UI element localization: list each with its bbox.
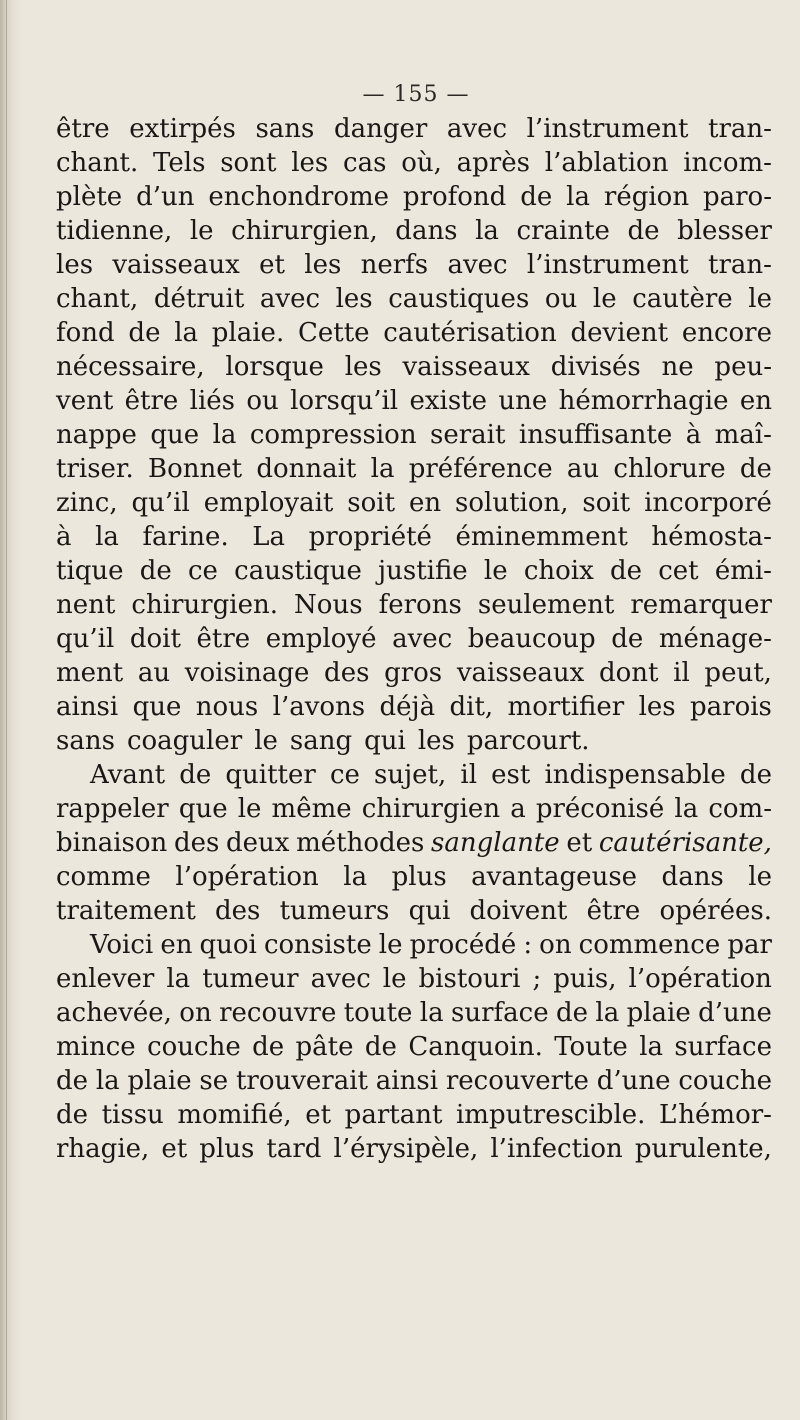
word: que [150,420,200,450]
word: avec [446,114,508,144]
word: la [95,1066,120,1096]
word: plaie [626,998,691,1028]
word: de [139,556,172,586]
word: ferons [378,590,462,620]
word: avec [447,250,508,280]
word: fond [56,318,115,348]
word: couche [678,1066,772,1096]
word: choix [523,556,594,586]
word: le [254,726,278,756]
word: commence [578,930,721,960]
word: le [592,284,617,314]
word: sang [289,726,353,756]
word: beaucoup [467,624,596,654]
word: le [748,284,772,314]
word: d’une [596,1066,671,1096]
word: comme [56,862,151,892]
text-line [56,214,772,248]
word: sont [220,148,277,178]
word: le [189,216,214,246]
word: dans [395,216,458,246]
word: gros [384,658,443,688]
word: la [595,998,620,1028]
word: de [252,1032,285,1062]
word: le [748,862,772,892]
word: la [419,998,444,1028]
word: soit [582,488,631,518]
word: voisinage [184,658,310,688]
word: parcourt. [466,726,590,756]
word: être [124,386,179,416]
word: devient [570,318,669,348]
word: tard [266,1134,322,1164]
word: Toute [554,1032,628,1062]
italic-word: cautérisante, [598,828,772,858]
word: surface [451,998,549,1028]
word: de [179,760,212,790]
word: peut, [704,658,772,688]
text-line [56,112,772,146]
word: nous [195,692,259,722]
word: solution, [455,488,569,518]
word: éminemment [455,522,628,552]
word: de [611,624,644,654]
word: dit, [449,692,494,722]
word: rhagie, [56,1134,150,1164]
text-line [56,1064,772,1098]
word: caustique [234,556,362,586]
word: compression [249,420,417,450]
word: tumeurs [279,896,390,926]
word: des [173,828,220,858]
word: couche [147,1032,241,1062]
word: tique [56,556,124,586]
word: liés [189,386,235,416]
word: recouverte [445,1066,589,1096]
word: binaison [56,828,168,858]
word: d’un [136,182,195,212]
text-line [56,486,772,520]
word: ou [246,386,279,416]
word: cet [658,556,699,586]
word: tissu [101,1100,164,1130]
word: l’instrument [526,250,689,280]
word: de [627,216,660,246]
word: serait [430,420,506,450]
text-line [56,452,772,486]
word: une [498,386,548,416]
word: être [56,114,110,144]
word: la [566,182,590,212]
word: avantageuse [471,862,638,892]
word: partant [344,1100,443,1130]
word: toute [343,998,413,1028]
word: il [460,760,478,790]
word: est [491,760,531,790]
word: nerfs [360,250,429,280]
word: purulente, [634,1134,772,1164]
word: seulement [477,590,615,620]
word: que [132,692,182,722]
word: l’opération [628,964,772,994]
word: ainsi [56,692,119,722]
text-line [56,1030,772,1064]
word: les [417,726,455,756]
word: chirurgien, [231,216,378,246]
text-line [56,316,772,350]
word: détruit [153,284,245,314]
word: plète [56,182,123,212]
word: de [609,556,642,586]
word: : [523,930,533,960]
word: mince [56,1032,136,1062]
word: être [586,896,641,926]
word: à [685,420,702,450]
text-line [56,758,772,792]
word: hémorrhagie [558,386,729,416]
word: de [128,318,161,348]
word: propriété [308,522,432,552]
word: surface [674,1032,772,1062]
word: Canquoin. [408,1032,543,1062]
text-line [56,554,772,588]
word: d’une [698,998,772,1028]
word: tran- [708,114,772,144]
word: chirurgien [361,794,501,824]
word: opérées. [659,896,772,926]
word: encore [681,318,772,348]
word: La [252,522,286,552]
word: les [56,250,94,280]
word: la [370,454,395,484]
word: coaguler [126,726,243,756]
word: ainsi [375,1066,439,1096]
word: puis, [553,964,617,994]
word: préconisé [535,794,665,824]
word: trouverait [235,1066,368,1096]
word: ment [56,658,124,688]
word: nent [56,590,116,620]
word: incorporé [644,488,772,518]
word: dont [598,658,659,688]
word: tidienne, [56,216,173,246]
word: hémosta- [651,522,772,552]
word: émi- [714,556,772,586]
word: et [305,1100,332,1130]
word: quoi [199,930,257,960]
word: ménage- [658,624,772,654]
word: chant, [56,284,139,314]
word: lorsqu’il [290,386,399,416]
word: se [199,1066,229,1096]
word: doivent [469,896,568,926]
word: bistouri [418,964,521,994]
word: plus [199,1134,255,1164]
word: Avant [90,760,166,790]
word: chirurgien. [131,590,278,620]
text-line [56,350,772,384]
word: nécessaire, [56,352,205,382]
text-line [56,928,772,962]
text-line [56,826,772,860]
word: le [382,964,407,994]
word: l’érysipèle, [333,1134,479,1164]
word: en [160,930,193,960]
word: la [174,318,199,348]
word: et [259,250,285,280]
word: recouvre [219,998,337,1028]
word: qu’il [131,488,190,518]
word: quitter [225,760,316,790]
word: employait [203,488,334,518]
word: la [639,1032,664,1062]
text-line [56,724,772,758]
word: rappeler [56,794,169,824]
word: indispensable [544,760,726,790]
word: l’opération [175,862,319,892]
italic-word: sanglante [431,828,560,858]
word: ce [187,556,218,586]
word: existe [409,386,488,416]
word: et [566,828,593,858]
word: vaisseaux [112,250,240,280]
page-number: — 155 — [362,82,470,107]
word: les [291,148,329,178]
word: de [56,1100,89,1130]
word: au [137,658,171,688]
word: ne [661,352,694,382]
word: de [520,182,553,212]
word: des [214,896,261,926]
text-line [56,894,772,928]
word: traitement [56,896,196,926]
word: par [727,930,772,960]
word: nappe [56,420,137,450]
word: le [378,930,403,960]
word: imputrescible. [455,1100,646,1130]
word: la [95,522,119,552]
word: avec [259,284,321,314]
text-line [56,418,772,452]
word: profond [402,182,507,212]
word: enchondrome [208,182,390,212]
word: les [335,284,373,314]
word: de [739,454,772,484]
word: la [212,420,237,450]
word: vent [56,386,114,416]
word: Voici [90,930,154,960]
word: plaie [127,1066,192,1096]
word: qui [364,726,406,756]
word: où, [401,148,442,178]
word: le [237,794,262,824]
text-line [56,180,772,214]
word: que [178,794,228,824]
word: tumeur [202,964,299,994]
text-line [56,962,772,996]
word: danger [333,114,428,144]
text-line [56,520,772,554]
word: des [324,658,370,688]
word: caustiques [388,284,530,314]
word: à [56,522,72,552]
word: enlever [56,964,155,994]
word: donnait [256,454,357,484]
word: lorsque [225,352,324,382]
word: il [673,658,690,688]
word: pâte [295,1032,354,1062]
word: procédé [409,930,517,960]
word: le [483,556,508,586]
word: soit [347,488,396,518]
word: plaie. [211,318,285,348]
word: deux [225,828,290,858]
page-gutter-shadow [0,0,22,1420]
body-text [56,112,772,1166]
word: com- [708,794,772,824]
text-line [56,1132,772,1166]
word: consiste [263,930,372,960]
word: cautère [632,284,733,314]
word: sans [255,114,315,144]
word: vaisseaux [456,658,585,688]
word: de [555,998,588,1028]
word: parois [690,692,772,722]
word: mortifier [507,692,625,722]
word: cas [343,148,387,178]
word: divisés [550,352,641,382]
word: employé [265,624,377,654]
word: zinc, [56,488,118,518]
word: plus [391,862,447,892]
word: dans [661,862,724,892]
word: qu’il [56,624,115,654]
text-line [56,656,772,690]
word: au [566,454,600,484]
word: crainte [516,216,610,246]
word: momifié, [177,1100,292,1130]
word: chlorure [613,454,726,484]
word: l’infection [490,1134,623,1164]
word: remarquer [630,590,772,620]
word: on [179,998,212,1028]
text-line [56,622,772,656]
text-line [56,860,772,894]
word: avec [310,964,371,994]
word: région [603,182,690,212]
word: ou [544,284,578,314]
word: la [166,964,191,994]
word: de [56,1066,89,1096]
word: ; [532,964,542,994]
word: méthodes [296,828,425,858]
word: peu- [714,352,772,382]
word: la [674,794,699,824]
word: sans [56,726,115,756]
word: farine. [142,522,229,552]
word: avec [392,624,453,654]
word: blesser [677,216,772,246]
word: de [364,1032,397,1062]
word: en [408,488,442,518]
word: et [161,1134,188,1164]
word: après [456,148,530,178]
word: a [510,794,526,824]
word: on [539,930,572,960]
word: qui [408,896,451,926]
text-line [56,588,772,622]
word: doit [129,624,181,654]
word: les [304,250,342,280]
word: extirpés [129,114,236,144]
text-line [56,384,772,418]
text-line [56,792,772,826]
text-line [56,282,772,316]
word: ce [329,760,360,790]
word: l’ablation [544,148,669,178]
word: préférence [408,454,553,484]
word: être [196,624,251,654]
word: Cette [297,318,370,348]
word: L’hémor- [659,1100,772,1130]
word: les [638,692,676,722]
page-binding-edge [6,0,7,1420]
word: vaisseaux [402,352,530,382]
word: l’avons [272,692,366,722]
word: déjà [379,692,436,722]
word: la [343,862,368,892]
word: incom- [683,148,772,178]
word: achevée, [56,998,172,1028]
word: insuffisante [518,420,673,450]
word: la [475,216,499,246]
word: maî- [714,420,772,450]
word: justifie [378,556,468,586]
text-line [56,248,772,282]
word: paro- [702,182,772,212]
text-line [56,146,772,180]
word: Nous [294,590,363,620]
word: cautérisation [383,318,557,348]
word: Bonnet [148,454,243,484]
word: même [271,794,352,824]
word: tran- [708,250,772,280]
word: sujet, [374,760,447,790]
word: chant. [56,148,139,178]
word: de [739,760,772,790]
text-line [56,690,772,724]
text-line [56,996,772,1030]
word: l’instrument [526,114,689,144]
text-line [56,1098,772,1132]
word: les [344,352,382,382]
word: en [739,386,772,416]
word: triser. [56,454,134,484]
word: Tels [153,148,206,178]
